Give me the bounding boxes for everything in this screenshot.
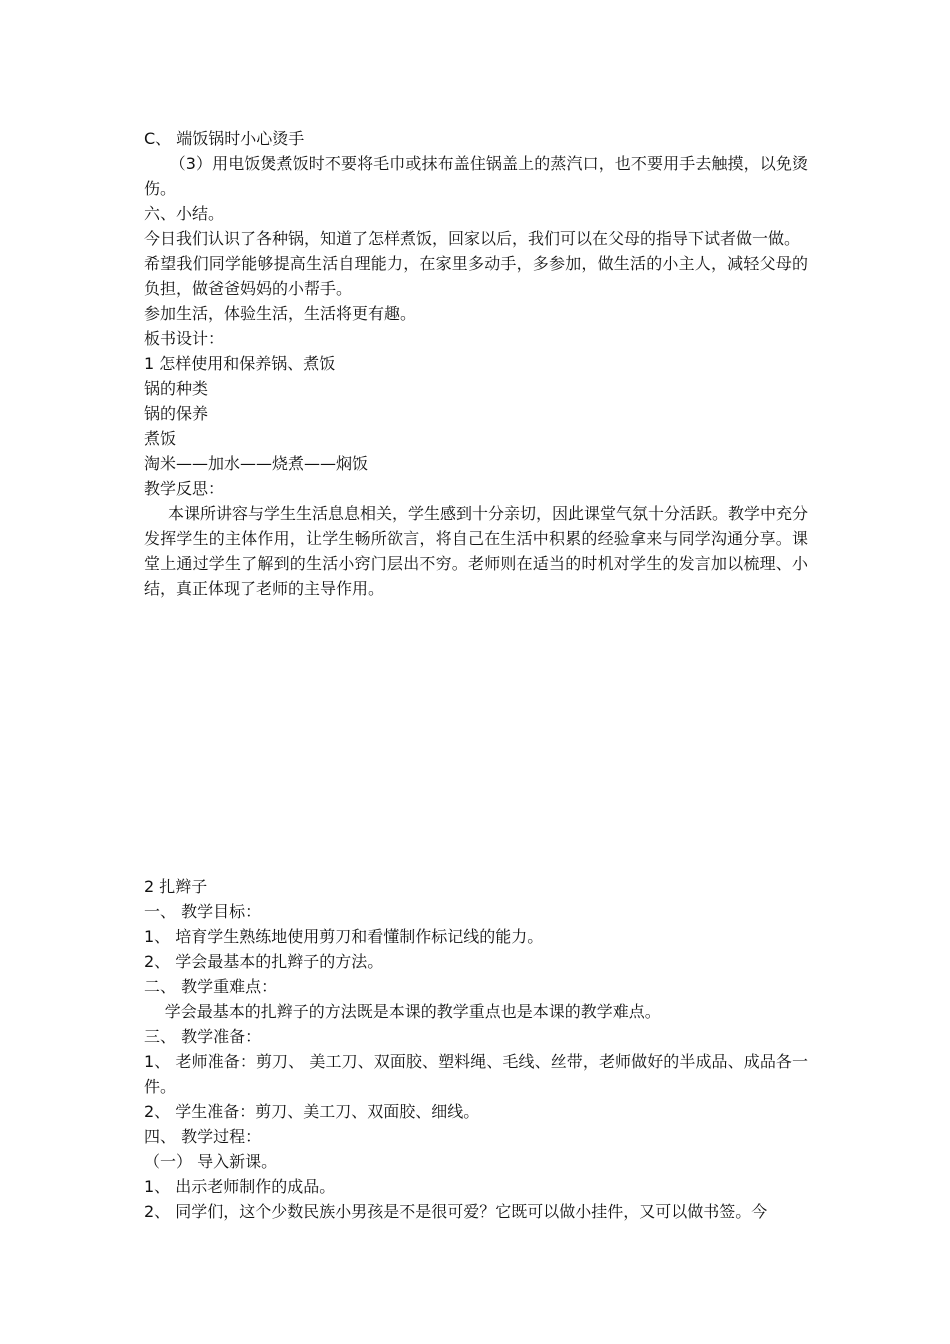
lesson1-continuation (144, 126, 808, 601)
text-line: 淘米——加水——烧煮——焖饭 (144, 454, 369, 473)
lesson-title: 2 扎辫子 (144, 877, 208, 896)
list-item: 2、 同学们，这个少数民族小男孩是不是很可爱？它既可以做小挂件，又可以做书签。今 (144, 1202, 768, 1221)
heading-preparation: 三、 教学准备： (144, 1027, 262, 1046)
heading-process: 四、 教学过程： (144, 1127, 262, 1146)
paragraph: 今日我们认识了各种锅，知道了怎样煮饭，回家以后，我们可以在父母的指导下试者做一做。 (144, 229, 801, 248)
text-line: 锅的种类 (144, 379, 209, 398)
list-item: 2、 学生准备：剪刀、美工刀、双面胶、细线。 (144, 1102, 480, 1121)
text-line: 锅的保养 (144, 404, 209, 423)
text-line: 煮饭 (144, 429, 177, 448)
text-line: C、 端饭锅时小心烫手 (144, 129, 305, 148)
heading-objectives: 一、 教学目标： (144, 902, 262, 921)
paragraph: 本课所讲容与学生生活息息相关，学生感到十分亲切，因此课堂气氛十分活跃。教学中充分发挥学生的主体作用，让学生畅所欲言，将自己在生活中积累的经验拿来与同学沟通分享。课堂上通过学生了解到的生活小窍门层出不穷。老师则在适当的时机对学生的发言加以梳理、小结，真正体现了老师的主导作用。 (144, 504, 809, 598)
list-item: 1、 培育学生熟练地使用剪刀和看懂制作标记线的能力。 (144, 927, 544, 946)
list-item: 1、 出示老师制作的成品。 (144, 1177, 336, 1196)
lesson2-section (144, 874, 808, 1224)
paragraph: （3）用电饭煲煮饭时不要将毛巾或抹布盖住锅盖上的蒸汽口，也不要用手去触摸，以免烫伤。 (144, 154, 808, 198)
heading-summary: 六、小结。 (144, 204, 225, 223)
text-line: 1 怎样使用和保养锅、煮饭 (144, 354, 336, 373)
text-line: 参加生活，体验生活，生活将更有趣。 (144, 304, 417, 323)
heading-board-design: 板书设计： (144, 329, 225, 348)
text-line: 学会最基本的扎辫子的方法既是本课的教学重点也是本课的教学难点。 (164, 1002, 661, 1021)
subheading-intro: （一） 导入新课。 (144, 1152, 278, 1171)
list-item: 2、 学会最基本的扎辫子的方法。 (144, 952, 384, 971)
list-item: 1、 老师准备：剪刀、 美工刀、双面胶、塑料绳、毛线、丝带，老师做好的半成品、成品各一件。 (144, 1052, 808, 1096)
heading-key-points: 二、 教学重难点： (144, 977, 278, 996)
paragraph: 希望我们同学能够提高生活自理能力，在家里多动手，多参加，做生活的小主人，减轻父母的负担，做爸爸妈妈的小帮手。 (144, 254, 808, 298)
heading-reflection: 教学反思： (144, 479, 225, 498)
